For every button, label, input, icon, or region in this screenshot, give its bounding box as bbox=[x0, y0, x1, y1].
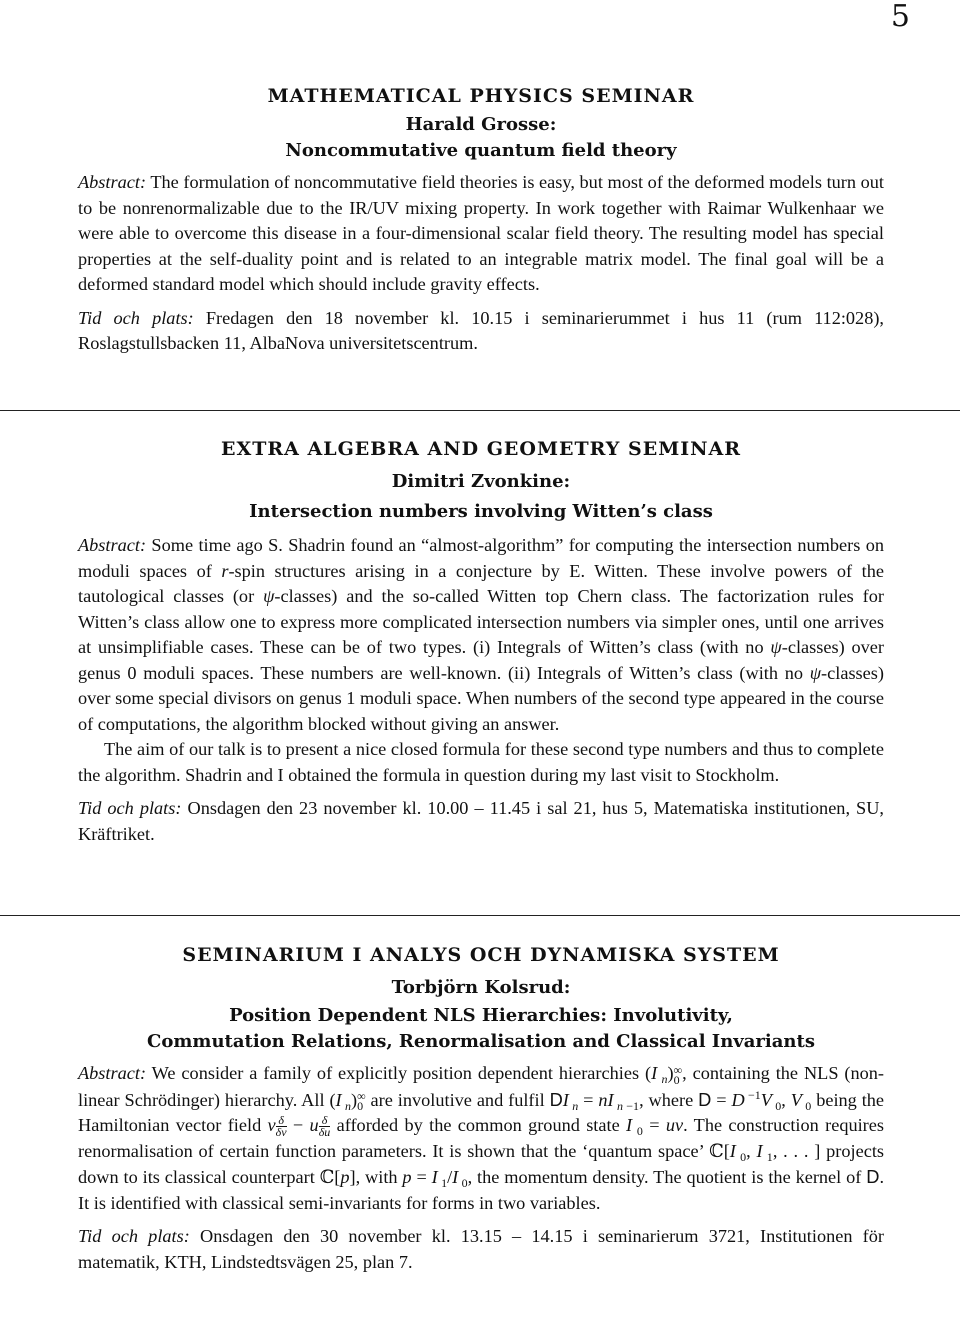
seminar-title: MATHEMATICAL PHYSICS SEMINAR bbox=[267, 85, 695, 107]
talk-title: Intersection numbers involving Witten’s class bbox=[249, 501, 713, 522]
seminar-title: SEMINARIUM I ANALYS OCH DYNAMISKA SYSTEM bbox=[182, 944, 780, 966]
math-r: r bbox=[221, 560, 229, 581]
math-operator: D = D $^{-1}$V $_0$, V $_0$ bbox=[698, 1087, 812, 1113]
math-classical-space: ℂ[p] bbox=[319, 1167, 356, 1187]
abstract-text: -classes) and the so-called Witten top Chern class. The factorization rules for Witten’s class allow one to express more complicated intersection numbers via simpler ones, until one arrives at unsimplifiable cases. These can be of two types. (i) Integrals of Witten’s class (with no bbox=[78, 586, 885, 657]
abstract-paragraph bbox=[78, 170, 884, 298]
abstract-label: Abstract: bbox=[78, 535, 147, 555]
talk-title-line1: Position Dependent NLS Hierarchies: Involutivity, bbox=[229, 1005, 733, 1026]
abstract-text: -classes) over genus 0 moduli spaces. These numbers are well-known. (ii) Integrals of Witten’s class (with no bbox=[78, 637, 885, 683]
abstract-text: . The construction requires renormalisation of certain function parameters. It is shown that the ‘quantum space’ bbox=[78, 1115, 884, 1161]
abstract-label: Abstract: bbox=[78, 172, 147, 192]
abstract-text: . It is identified with classical semi-invariants for forms in two variables. bbox=[78, 1167, 885, 1213]
page-number: 5 bbox=[890, 0, 910, 34]
seminar-title: EXTRA ALGEBRA AND GEOMETRY SEMINAR bbox=[220, 438, 742, 460]
speaker-name: Harald Grosse: bbox=[405, 114, 557, 135]
time-place-paragraph bbox=[78, 1224, 884, 1275]
math-recursion: DI $_n$ = nI $_{n -1}$ bbox=[549, 1088, 640, 1113]
time-place-paragraph bbox=[78, 796, 884, 847]
time-place-label: Tid och plats: bbox=[78, 798, 182, 818]
abstract-text: -classes) over some special divisors on genus 1 moduli space. When numbers of the second type appeared in the course of computations, the algorithm blocked without giving an answer. bbox=[78, 662, 884, 734]
abstract-text: are involutive and fulfil bbox=[365, 1089, 550, 1110]
abstract-text: We consider a family of explicitly position dependent hierarchies bbox=[146, 1063, 645, 1083]
time-place-label: Tid och plats: bbox=[78, 307, 194, 328]
seminar-analysis-dynamics bbox=[78, 943, 884, 1275]
abstract-text: , with bbox=[355, 1167, 403, 1187]
abstract-paragraph-2: The aim of our talk is to present a nice closed formula for these second type numbers and thus to complete the algorithm. Shadrin and I obtained the formula in question during my last visit to Stockholm. bbox=[78, 739, 884, 785]
math-hierarchy: (I $_n$) ∞ 0 bbox=[329, 1089, 366, 1114]
talk-title: Noncommutative quantum field theory bbox=[285, 140, 677, 161]
speaker-name: Dimitri Zvonkine: bbox=[391, 471, 571, 492]
seminar-mathematical-physics bbox=[78, 84, 884, 357]
speaker-name: Torbjörn Kolsrud: bbox=[391, 977, 571, 998]
math-vector-field: v $\frac{\delta}{\delta v}$ − u $\frac{\delta}{\delta u}$ bbox=[267, 1113, 331, 1140]
abstract-text: afforded by the common ground state bbox=[330, 1115, 627, 1135]
math-quantum-space: ℂ[I $_0$, I $_1$, . . . ] bbox=[709, 1140, 821, 1164]
seminar-algebra-geometry bbox=[78, 437, 884, 847]
abstract-text: , containing the NLS (non-linear Schrödinger) hierarchy. All bbox=[78, 1063, 884, 1110]
math-ground-state: I $_0$ = uv bbox=[626, 1115, 684, 1138]
abstract-paragraph bbox=[78, 533, 884, 737]
math-hierarchy: (I $_n$) ∞ 0 bbox=[644, 1062, 683, 1087]
abstract-label: Abstract: bbox=[78, 1063, 147, 1083]
abstract-text: being the Hamiltonian vector field bbox=[78, 1089, 885, 1135]
math-operator-d: D bbox=[866, 1166, 880, 1187]
talk-title-line2: Commutation Relations, Renormalisation and Classical Invariants bbox=[147, 1031, 815, 1052]
section-divider bbox=[0, 410, 960, 411]
abstract-text: projects down to its classical counterpart bbox=[78, 1140, 885, 1187]
time-place-text: Onsdagen den 30 november kl. 13.15 – 14.15 i seminarierum 3721, Institutionen för matematik, KTH, Lindstedtsvägen 25, plan 7. bbox=[78, 1226, 884, 1272]
abstract-text: Some time ago S. Shadrin found an “almost-algorithm” for computing the intersection numbers on moduli spaces of bbox=[78, 535, 884, 581]
time-place-text: Onsdagen den 23 november kl. 10.00 – 11.45 i sal 21, hus 5, Matematiska institutionen, SU, Kräftriket. bbox=[78, 798, 884, 844]
math-momentum: p = I $_1$/I $_0$ bbox=[402, 1167, 468, 1190]
math-psi: ψ bbox=[809, 662, 822, 683]
abstract-text: , where bbox=[639, 1089, 699, 1110]
time-place-label: Tid och plats: bbox=[78, 1226, 190, 1246]
abstract-text: , the momentum density. The quotient is the kernel of bbox=[467, 1167, 867, 1187]
abstract-text: The formulation of noncommutative field theories is easy, but most of the deformed models turn out to be nonrenormalizable due to the IR/UV mixing property. In work together with Raimar Wulkenhaar we were able to overcome this disease in a four-dimensional scalar field theory. The resulting model has special properties at the self-duality point and is related to an integrable matrix model. The final goal will be a deformed standard model which should include gravity effects. bbox=[78, 172, 884, 294]
section-divider bbox=[0, 915, 960, 916]
abstract-text: -spin structures arising in a conjecture by E. Witten. These involve powers of the tautological classes (or bbox=[78, 560, 884, 606]
abstract-paragraph bbox=[78, 1061, 884, 1216]
time-place-paragraph bbox=[78, 306, 884, 357]
math-psi: ψ bbox=[263, 586, 275, 606]
math-psi: ψ bbox=[770, 637, 782, 657]
time-place-text: Fredagen den 18 november kl. 10.15 i seminarierummet i hus 11 (rum 112:028), Roslagstullsbacken 11, AlbaNova universitetscentrum. bbox=[78, 307, 884, 353]
